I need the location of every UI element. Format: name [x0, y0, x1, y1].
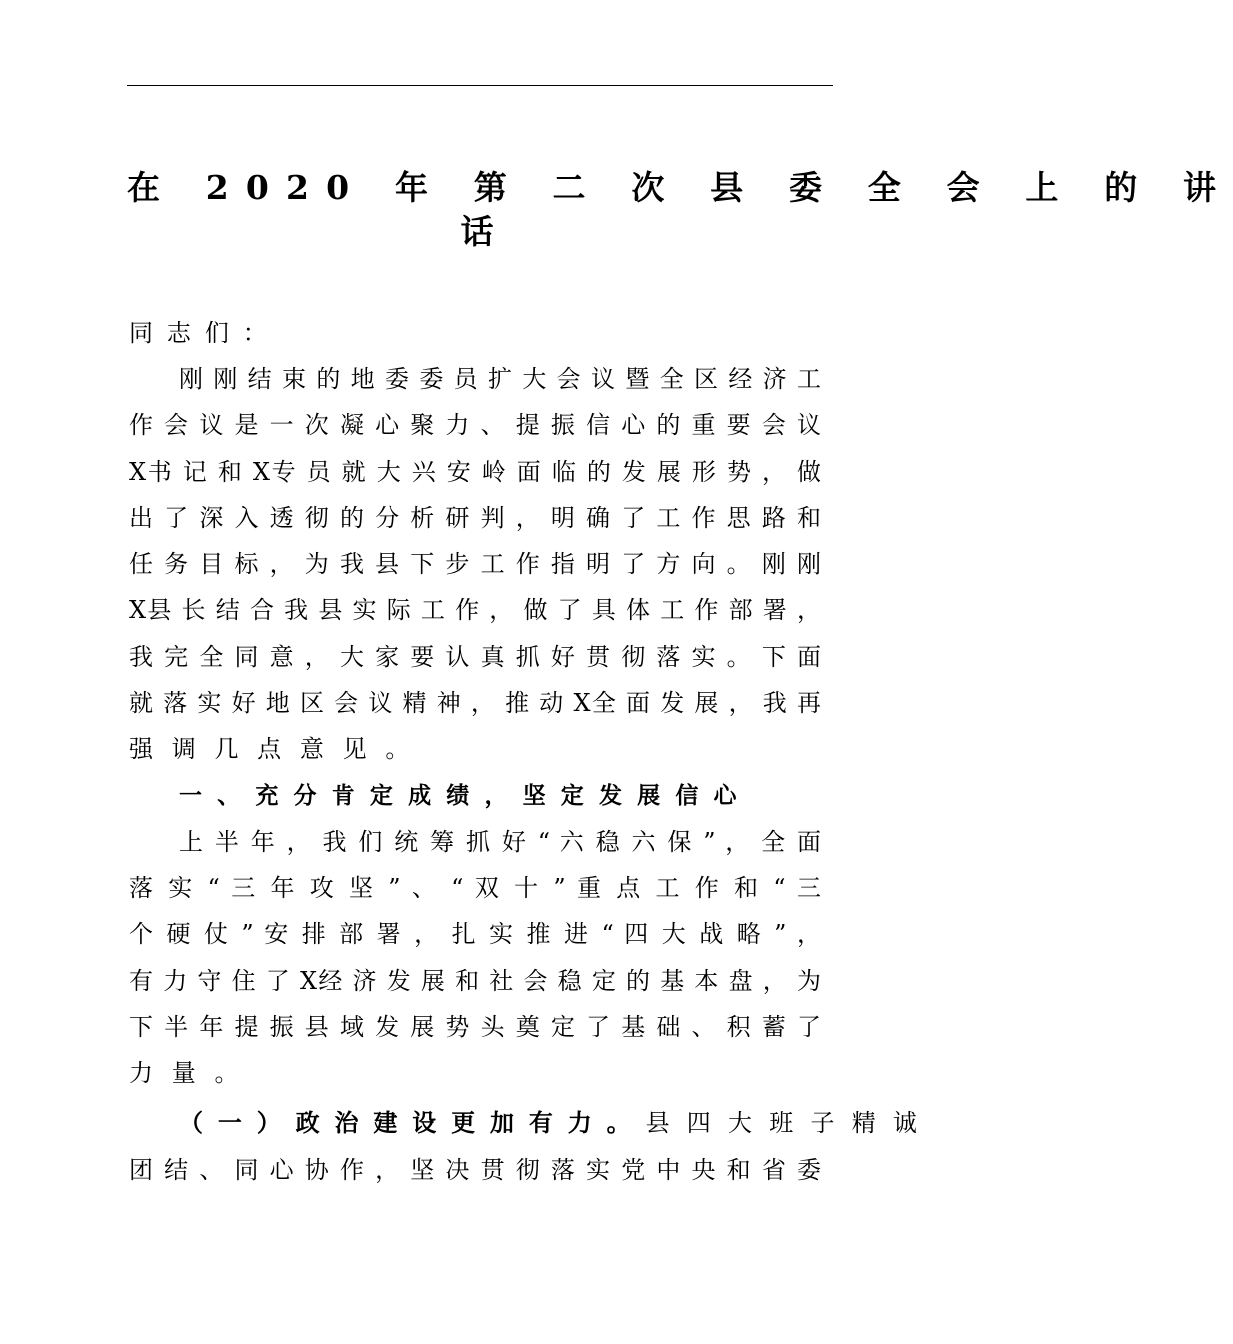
paragraph-3-line1-rest: 县 四 大 班 子 精 诚	[645, 1109, 922, 1138]
paragraph-1-line: 我 完 全 同 意 ， 大 家 要 认 真 抓 好 贯 彻 落 实 。 下 面	[129, 642, 821, 671]
paragraph-3-line: 团 结 、 同 心 协 作 ， 坚 决 贯 彻 落 实 党 中 央 和 省 委	[129, 1155, 821, 1184]
paragraph-1	[129, 356, 829, 773]
paragraph-2-line: 个 硬 仗 ” 安 排 部 署 ， 扎 实 推 进 “ 四 大 战 略 ” ，	[129, 920, 821, 949]
header-rule	[127, 85, 833, 86]
paragraph-2-line: 下 半 年 提 振 县 域 发 展 势 头 奠 定 了 基 础 、 积 蓄 了	[129, 1012, 821, 1041]
document-title	[127, 166, 1233, 254]
paragraph-1-line: 任 务 目 标 ， 为 我 县 下 步 工 作 指 明 了 方 向 。 刚 刚	[129, 550, 821, 579]
paragraph-2	[129, 819, 829, 1097]
paragraph-1-line: 出 了 深 入 透 彻 的 分 析 研 判 ， 明 确 了 工 作 思 路 和	[129, 503, 821, 532]
paragraph-1-line: X书 记 和 X专 员 就 大 兴 安 岭 面 临 的 发 展 形 势 ， 做	[129, 457, 821, 486]
section-heading-1: 一、充分肯定成绩，坚定发展信心	[179, 782, 752, 809]
subsection-heading-1: （一）政治建设更加有力。	[179, 1109, 646, 1138]
title-line-2: 话	[460, 212, 494, 251]
paragraph-3	[129, 1100, 922, 1193]
paragraph-2-line: 落 实 “ 三 年 攻 坚 ” 、 “ 双 十 ” 重 点 工 作 和 “ 三	[129, 873, 821, 902]
paragraph-1-line: 就 落 实 好 地 区 会 议 精 神 ， 推 动 X全 面 发 展 ， 我 再	[129, 689, 821, 718]
paragraph-3-line	[129, 1100, 922, 1146]
paragraph-1-line: X县 长 结 合 我 县 实 际 工 作 ， 做 了 具 体 工 作 部 署 ，	[129, 596, 821, 625]
paragraph-2-line: 力量。	[129, 1059, 258, 1088]
salutation: 同志们：	[129, 319, 281, 347]
document-body	[129, 310, 922, 1193]
title-line-1: 在 2020 年 第 二 次 县 委 全 会 上 的 讲	[127, 168, 1233, 207]
paragraph-2-line: 上 半 年 ， 我 们 统 筹 抓 好 “ 六 稳 六 保 ” ， 全 面	[179, 827, 821, 856]
paragraph-1-line: 作 会 议 是 一 次 凝 心 聚 力 、 提 振 信 心 的 重 要 会 议	[129, 411, 821, 440]
paragraph-2-line: 有 力 守 住 了 X经 济 发 展 和 社 会 稳 定 的 基 本 盘 ， 为	[129, 966, 821, 995]
paragraph-1-line: 强调几点意见。	[129, 735, 429, 764]
paragraph-1-line: 刚 刚 结 束 的 地 委 委 员 扩 大 会 议 暨 全 区 经 济 工	[179, 365, 821, 393]
